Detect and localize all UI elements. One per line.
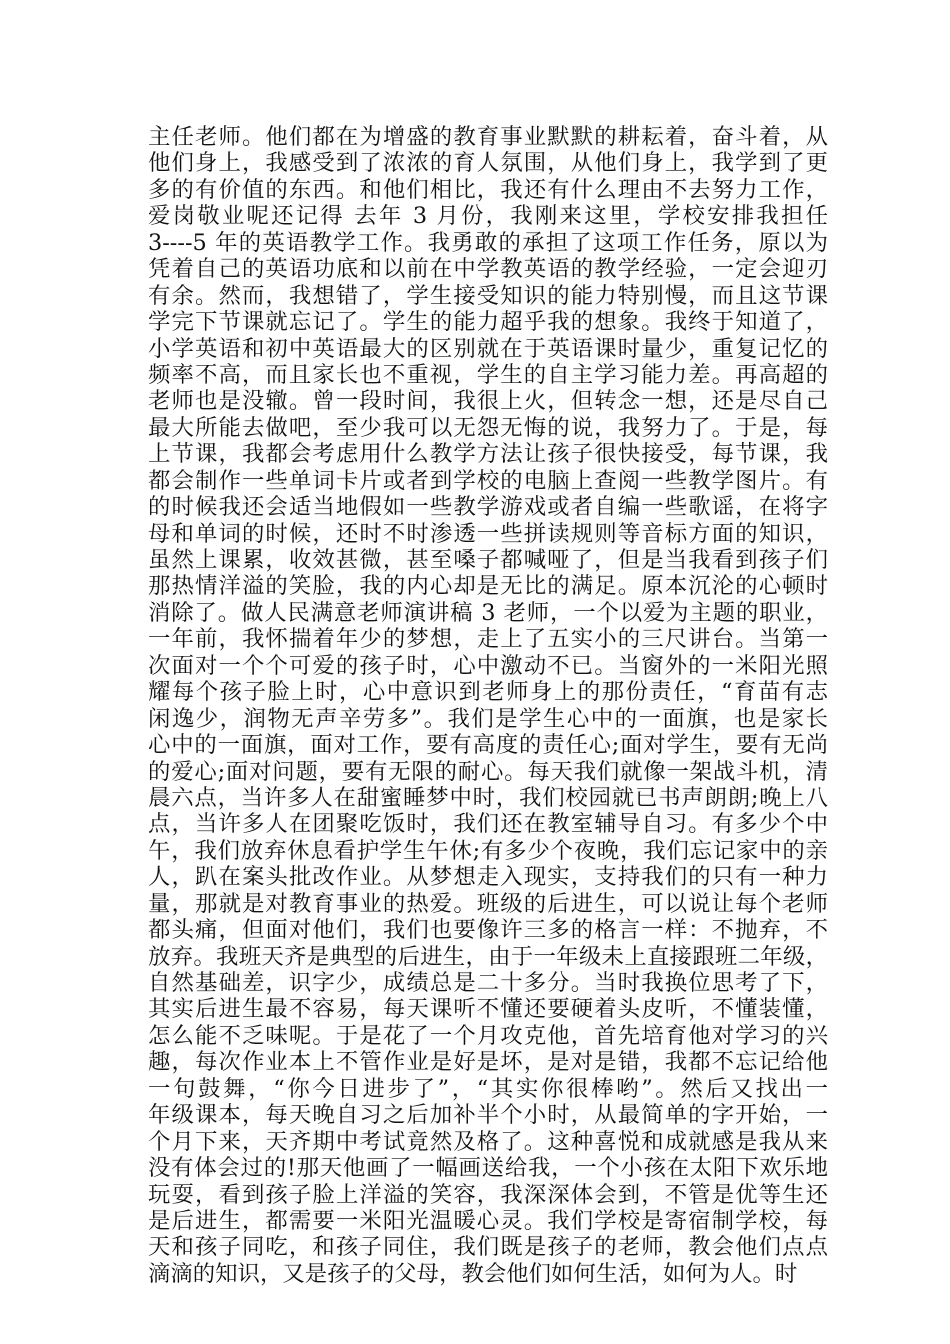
text-line: 次面对一个个可爱的孩子时，心中激动不已。当窗外的一米阳光照 [148, 652, 828, 679]
text-line: 怎么能不乏味呢。于是花了一个月攻克他，首先培育他对学习的兴 [148, 1022, 828, 1049]
text-line: 上节课，我都会考虑用什么教学方法让孩子很快接受，每节课，我 [148, 441, 828, 468]
text-line: 学完下节课就忘记了。学生的能力超乎我的想象。我终于知道了， [148, 309, 828, 336]
text-line: 点，当许多人在团聚吃饭时，我们还在教室辅导自习。有多少个中 [148, 811, 828, 838]
text-line: 没有体会过的!那天他画了一幅画送给我，一个小孩在太阳下欢乐地 [148, 1155, 828, 1182]
text-line: 频率不高，而且家长也不重视，学生的自主学习能力差。再高超的 [148, 361, 828, 388]
text-line: 多的有价值的东西。和他们相比，我还有什么理由不去努力工作， [148, 176, 828, 203]
text-line: 量，那就是对教育事业的热爱。班级的后进生，可以说让每个老师 [148, 890, 828, 917]
text-line: 玩耍，看到孩子脸上洋溢的笑容，我深深体会到，不管是优等生还 [148, 1181, 828, 1208]
text-line: 都会制作一些单词卡片或者到学校的电脑上查阅一些教学图片。有 [148, 467, 828, 494]
text-line: 放弃。我班天齐是典型的后进生，由于一年级未上直接跟班二年级， [148, 943, 828, 970]
text-line: 最大所能去做吧，至少我可以无怨无悔的说，我努力了。于是，每 [148, 414, 828, 441]
text-line: 消除了。做人民满意老师演讲稿 3 老师，一个以爱为主题的职业， [148, 599, 828, 626]
text-line: 都头痛，但面对他们，我们也要像许三多的格言一样：不抛弃，不 [148, 917, 828, 944]
text-line: 天和孩子同吃，和孩子同住，我们既是孩子的老师，教会他们点点 [148, 1234, 828, 1261]
text-line: 那热情洋溢的笑脸，我的内心却是无比的满足。原本沉沦的心顿时 [148, 573, 828, 600]
text-line: 母和单词的时候，还时不时渗透一些拼读规则等音标方面的知识， [148, 520, 828, 547]
text-line: 个月下来，天齐期中考试竟然及格了。这种喜悦和成就感是我从来 [148, 1128, 828, 1155]
text-line: 小学英语和初中英语最大的区别就在于英语课时量少，重复记忆的 [148, 335, 828, 362]
text-line: 他们身上，我感受到了浓浓的育人氛围，从他们身上，我学到了更 [148, 150, 828, 177]
text-line: 一年前，我怀揣着年少的梦想，走上了五实小的三尺讲台。当第一 [148, 626, 828, 653]
text-line: 爱岗敬业呢还记得 去年 3 月份，我刚来这里，学校安排我担任 [148, 203, 828, 230]
text-line: 有余。然而，我想错了，学生接受知识的能力特别慢，而且这节课 [148, 282, 828, 309]
text-line: 耀每个孩子脸上时，心中意识到老师身上的那份责任，“育苗有志 [148, 679, 828, 706]
text-line: 是后进生，都需要一米阳光温暖心灵。我们学校是寄宿制学校，每 [148, 1207, 828, 1234]
text-line: 老师也是没辙。曾一段时间，我很上火，但转念一想，还是尽自己 [148, 388, 828, 415]
text-line: 虽然上课累，收效甚微，甚至嗓子都喊哑了，但是当我看到孩子们 [148, 547, 828, 573]
text-line: 趣，每次作业本上不管作业是好是坏，是对是错，我都不忘记给他 [148, 1049, 828, 1076]
text-line: 主任老师。他们都在为增盛的教育事业默默的耕耘着，奋斗着，从 [148, 124, 828, 150]
text-line: 的时候我还会适当地假如一些教学游戏或者自编一些歌谣，在将字 [148, 494, 828, 521]
text-line: 心中的一面旗，面对工作，要有高度的责任心;面对学生，要有无尚 [148, 732, 828, 759]
text-line: 滴滴的知识，又是孩子的父母，教会他们如何生活，如何为人。时 [148, 1260, 798, 1287]
text-line: 晨六点，当许多人在甜蜜睡梦中时，我们校园就已书声朗朗;晚上八 [148, 784, 828, 811]
text-line: 的爱心;面对问题，要有无限的耐心。每天我们就像一架战斗机，清 [148, 758, 828, 785]
text-line: 午，我们放弃休息看护学生午休;有多少个夜晚，我们忘记家中的亲 [148, 837, 828, 864]
text-line: 年级课本，每天晚自习之后加补半个小时，从最简单的字开始，一 [148, 1102, 828, 1129]
text-line: 一句鼓舞，“你今日进步了”，“其实你很棒哟”。然后又找出一 [148, 1075, 828, 1102]
text-line: 闲逸少，润物无声辛劳多”。我们是学生心中的一面旗，也是家长 [148, 705, 828, 732]
text-line: 其实后进生最不容易，每天课听不懂还要硬着头皮听，不懂装懂， [148, 996, 828, 1023]
text-line: 自然基础差，识字少，成绩总是二十多分。当时我换位思考了下， [148, 970, 828, 996]
text-line: 3----5 年的英语教学工作。我勇敢的承担了这项工作任务，原以为 [148, 229, 828, 256]
text-line: 凭着自己的英语功底和以前在中学教英语的教学经验，一定会迎刃 [148, 256, 828, 283]
body-text [148, 124, 828, 1287]
text-line: 人，趴在案头批改作业。从梦想走入现实，支持我们的只有一种力 [148, 864, 828, 891]
